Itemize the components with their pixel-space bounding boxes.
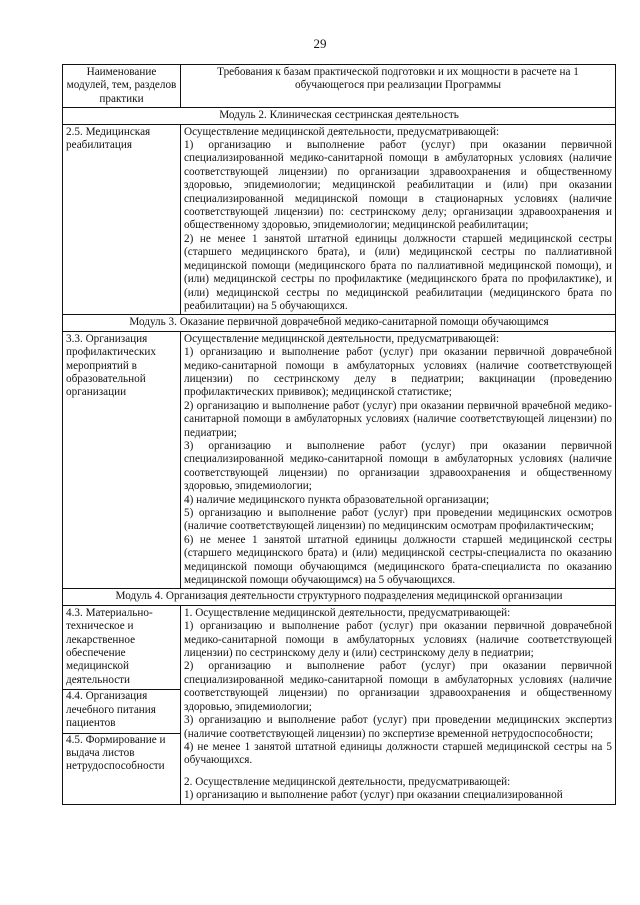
paragraph: Осуществление медицинской деятельности, предусматривающей: xyxy=(184,125,500,138)
topic-4-5: 4.5. Формирование и выдача листов нетрудоспособности xyxy=(66,733,166,773)
paragraph: Осуществление медицинской деятельности, предусматривающей: xyxy=(184,332,500,345)
table-row xyxy=(63,605,616,804)
topic-4-3: 4.3. Материально-техническое и лекарственное обеспечение медицинской деятельности xyxy=(63,607,180,690)
paragraph: 1) организацию и выполнение работ (услуг) при оказании первичной доврачебной медико-санитарной помощи в амбулаторных условиях (наличие соответствующей лицензии) по сестринскому делу и (или) сестринскому делу в педиатрии; xyxy=(184,620,612,660)
module-4-title: Модуль 4. Организация деятельности структурного подразделения медицинской организации xyxy=(63,589,616,605)
paragraph: 2) организацию и выполнение работ (услуг) при оказании первичной врачебной медико-санитарной помощи в амбулаторных условиях (наличие соответствующей лицензии) по педиатрии; xyxy=(184,399,612,439)
requirements-3-3 xyxy=(181,331,616,589)
module-row xyxy=(63,108,616,124)
paragraph: 3) организацию и выполнение работ (услуг) при оказании первичной специализированной медико-санитарной помощи в амбулаторных условиях (наличие соответствующей лицензии) по организации здравоохранения и общественному здоровью, эпидемиологии; xyxy=(184,439,612,493)
paragraph: 1) организацию и выполнение работ (услуг) при оказании первичной доврачебной медико-санитарной помощи в амбулаторных условиях (наличие соответствующей лицензии) по сестринскому делу в педиатрии; вакцинации (проведению профилактических прививок); медицинской статистике; xyxy=(184,346,612,399)
table-header-row xyxy=(63,65,616,108)
paragraph: 3) организацию и выполнение работ (услуг) при проведении медицинских экспертиз (наличие соответствующей лицензии) по экспертизе временной нетрудоспособности; xyxy=(184,714,612,740)
module-2-title: Модуль 2. Клиническая сестринская деятельность xyxy=(63,108,616,124)
paragraph: 6) не менее 1 занятой штатной единицы должности старшей медицинской сестры (старшего медицинского брата) и (или) медицинской сестры-специалиста по оказанию медицинской помощи обучающимся (медицинского брата-специалиста по оказанию медицинской помощи обучающимся) на 5 обучающихся. xyxy=(184,533,612,587)
topic-2-5: 2.5. Медицинская реабилитация xyxy=(63,124,181,315)
requirements-table xyxy=(62,64,616,805)
table-row xyxy=(63,124,616,315)
topics-4 xyxy=(63,605,181,804)
paragraph: 2) не менее 1 занятой штатной единицы должности старшей медицинской сестры (старшего медицинского брата), и (или) медицинской сестры по паллиативной медицинской помощи (медицинского брата по паллиативной медицинской помощи), и (или) медицинской сестры по профилактике (медицинского брата по профилактике), и (или) медицинской сестры по медицинской реабилитации (медицинского брата по реабилитации) на 5 обучающихся. xyxy=(184,232,612,312)
paragraph: 2. Осуществление медицинской деятельности, предусматривающей: xyxy=(184,775,511,788)
module-row xyxy=(63,589,616,605)
paragraph: 4) наличие медицинского пункта образовательной организации; xyxy=(184,493,490,506)
topic-4-4: 4.4. Организация лечебного питания пациентов xyxy=(63,690,180,733)
table-row xyxy=(63,331,616,589)
header-col-modules: Наименование модулей, тем, разделов практики xyxy=(63,65,181,108)
paragraph: 1) организацию и выполнение работ (услуг) при оказании первичной специализированной медико-санитарной помощи в амбулаторных условиях (наличие соответствующей лицензии) по организации здравоохранения и общественному здоровью, эпидемиологии; медицинской реабилитации и (или) при оказании специализированной медицинской помощи в стационарных условиях (наличие соответствующей лицензии) по: сестринскому делу; организации здравоохранения и общественному здоровью, эпидемиологии; медицинской реабилитации; xyxy=(184,139,612,232)
paragraph: 4) не менее 1 занятой штатной единицы должности старшей медицинской сестры на 5 обучающихся. xyxy=(184,740,612,767)
page-number: 29 xyxy=(313,36,327,51)
requirements-4 xyxy=(181,605,616,804)
paragraph: 5) организацию и выполнение работ (услуг) при проведении медицинских осмотров (наличие соответствующей лицензии) по медицинским осмотрам профилактическим; xyxy=(184,507,612,533)
paragraph: 1) организацию и выполнение работ (услуг) при оказании специализированной xyxy=(184,789,563,802)
paragraph: 2) организацию и выполнение работ (услуг) при оказании первичной специализированной медико-санитарной помощи в амбулаторных условиях (наличие соответствующей лицензии) по организации здравоохранения и общественному здоровью, эпидемиологии; xyxy=(184,660,612,713)
module-row xyxy=(63,315,616,331)
topic-3-3: 3.3. Организация профилактических мероприятий в образовательной организации xyxy=(63,331,181,589)
header-col-requirements: Требования к базам практической подготовки и их мощности в расчете на 1 обучающегося при реализации Программы xyxy=(181,65,616,108)
module-3-title: Модуль 3. Оказание первичной доврачебной медико-санитарной помощи обучающимся xyxy=(63,315,616,331)
requirements-2-5 xyxy=(181,124,616,315)
paragraph: 1. Осуществление медицинской деятельности, предусматривающей: xyxy=(184,606,511,619)
